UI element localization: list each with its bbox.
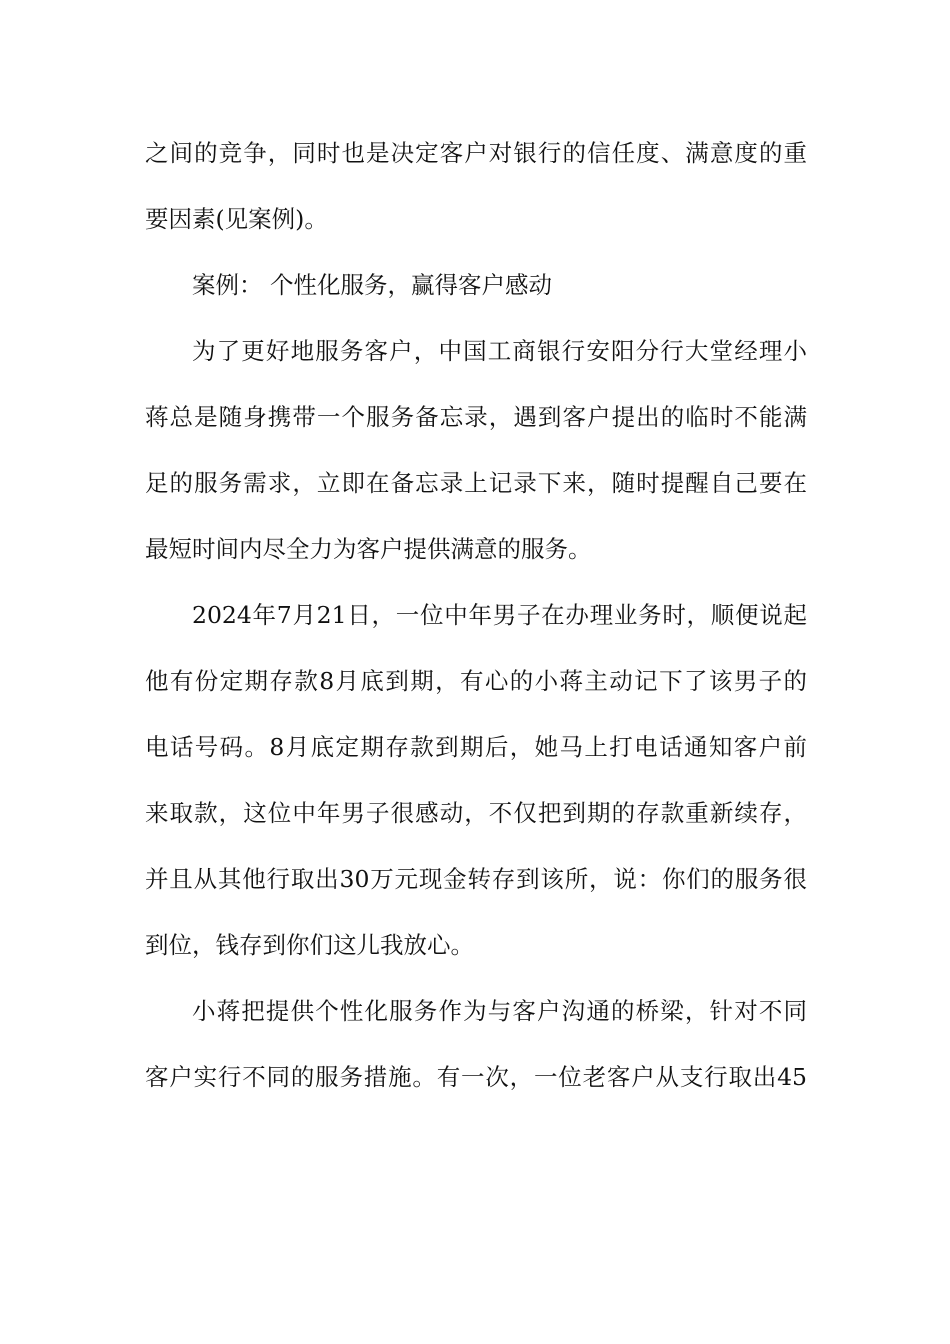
paragraph-line: 到位，钱存到你们这儿我放心。 <box>145 931 474 959</box>
paragraph-line: 来取款，这位中年男子很感动，不仅把到期的存款重新续存， <box>145 799 807 827</box>
document-body <box>145 133 807 1123</box>
paragraph-line: 并且从其他行取出30万元现金转存到该所，说：你们的服务很 <box>145 865 807 893</box>
paragraph-line: 之间的竞争，同时也是决定客户对银行的信任度、满意度的重 <box>145 139 807 167</box>
paragraph-line: 客户实行不同的服务措施。有一次，一位老客户从支行取出45 <box>145 1063 807 1091</box>
paragraph-line: 为了更好地服务客户，中国工商银行安阳分行大堂经理小 <box>192 337 807 365</box>
case-heading: 案例： 个性化服务，赢得客户感动 <box>192 271 552 299</box>
paragraph-line: 蒋总是随身携带一个服务备忘录，遇到客户提出的临时不能满 <box>145 403 807 431</box>
paragraph-line: 电话号码。8月底定期存款到期后，她马上打电话通知客户前 <box>145 733 807 761</box>
paragraph-line: 要因素(见案例)。 <box>145 205 328 233</box>
paragraph-line: 2024年7月21日，一位中年男子在办理业务时，顺便说起 <box>192 601 807 629</box>
paragraph-line: 足的服务需求，立即在备忘录上记录下来，随时提醒自己要在 <box>145 469 807 497</box>
paragraph-line: 最短时间内尽全力为客户提供满意的服务。 <box>145 535 592 563</box>
paragraph-line: 他有份定期存款8月底到期，有心的小蒋主动记下了该男子的 <box>145 667 807 695</box>
paragraph-line: 小蒋把提供个性化服务作为与客户沟通的桥梁，针对不同 <box>192 997 807 1025</box>
